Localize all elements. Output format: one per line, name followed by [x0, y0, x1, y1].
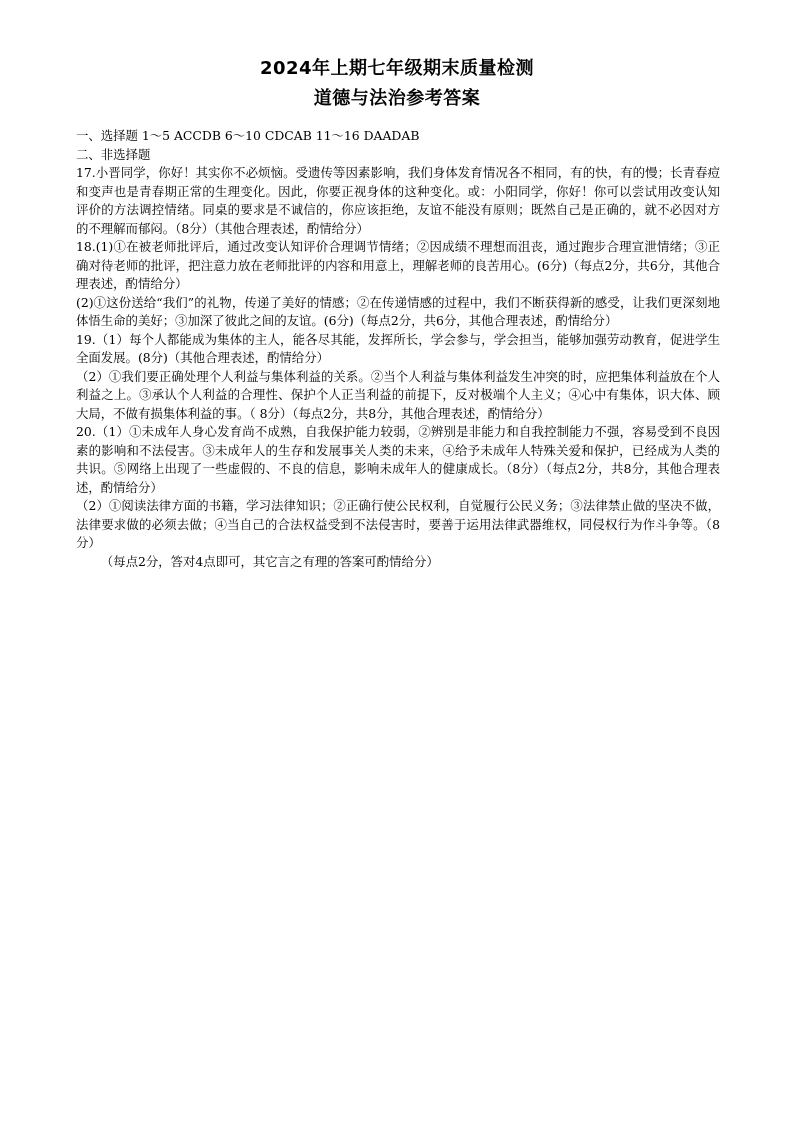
- answer-q20-part1: 20.（1）①未成年人身心发育尚不成熟，自我保护能力较弱，②辨别是非能力和自我控制能力不强，容易受到不良因素的影响和不法侵害。③未成年人的生存和发展事关人类的未来，④给予未成年人特殊关爱和保护，已经成为人类的共识。⑤网络上出现了一些虚假的、不良的信息，影响未成年人的健康成长。（8分）（每点2分，共8分，其他合理表述，酌情给分）: [76, 424, 720, 495]
- multiple-choice-answers: 一、选择题 1～5 ACCDB 6～10 CDCAB 11～16 DAADAB: [76, 128, 420, 143]
- answer-q17: 17.小晋同学，你好！其实你不必烦恼。受遗传等因素影响，我们身体发育情况各不相同，有的快，有的慢；长青春痘和变声也是青春期正常的生理变化。因此，你要正视身体的这种变化。或：小阳同学，你好！你可以尝试用改变认知评价的方法调控情绪。同桌的要求是不诚信的，你应该拒绝，友谊不能没有原则；既然自己是正确的，就不必因对方的不理解而郁闷。（8分）（其他合理表述，酌情给分）: [76, 165, 720, 236]
- answer-key-title: 道德与法治参考答案: [313, 88, 481, 109]
- answer-q19-part1: 19.（1）每个人都能成为集体的主人，能各尽其能，发挥所长，学会参与，学会担当，能够加强劳动教育，促进学生全面发展。(8分)（其他合理表述，酌情给分）: [76, 331, 720, 365]
- scoring-note: （每点2分，答对4点即可，其它言之有理的答案可酌情给分）: [100, 553, 439, 569]
- section-heading-non-choice: 二、非选择题: [76, 146, 151, 162]
- answer-q20-part2: （2）①阅读法律方面的书籍，学习法律知识；②正确行使公民权利，自觉履行公民义务；③法律禁止做的坚决不做，法律要求做的必须去做；④当自己的合法权益受到不法侵害时，要善于运用法律武器维权，同侵权行为作斗争等。（8分）: [76, 498, 720, 550]
- answer-q18-part2: (2)①这份送给“我们”的礼物，传递了美好的情感；②在传递情感的过程中，我们不断获得新的感受，让我们更深刻地体悟生命的美好；③加深了彼此之间的友谊。(6分)（每点2分，共6分，其他合理表述，酌情给分）: [76, 294, 720, 328]
- answer-content: [76, 127, 720, 571]
- answer-q18-part1: 18.(1)①在被老师批评后，通过改变认知评价合理调节情绪；②因成绩不理想而沮丧，通过跑步合理宣泄情绪；③正确对待老师的批评，把注意力放在老师批评的内容和用意上，理解老师的良苦用心。(6分)（每点2分，共6分，其他合理表述，酌情给分）: [76, 239, 720, 291]
- answer-q19-part2: （2）①我们要正确处理个人利益与集体利益的关系。②当个人利益与集体利益发生冲突的时，应把集体利益放在个人利益之上。③承认个人利益的合理性、保护个人正当利益的前提下，反对极端个人主义；④心中有集体，识大体、顾大局，不做有损集体利益的事。（ 8分）（每点2分，共8分，其他合理表述，酌情给分）: [76, 368, 720, 421]
- exam-title: 2024年上期七年级期末质量检测: [259, 58, 535, 79]
